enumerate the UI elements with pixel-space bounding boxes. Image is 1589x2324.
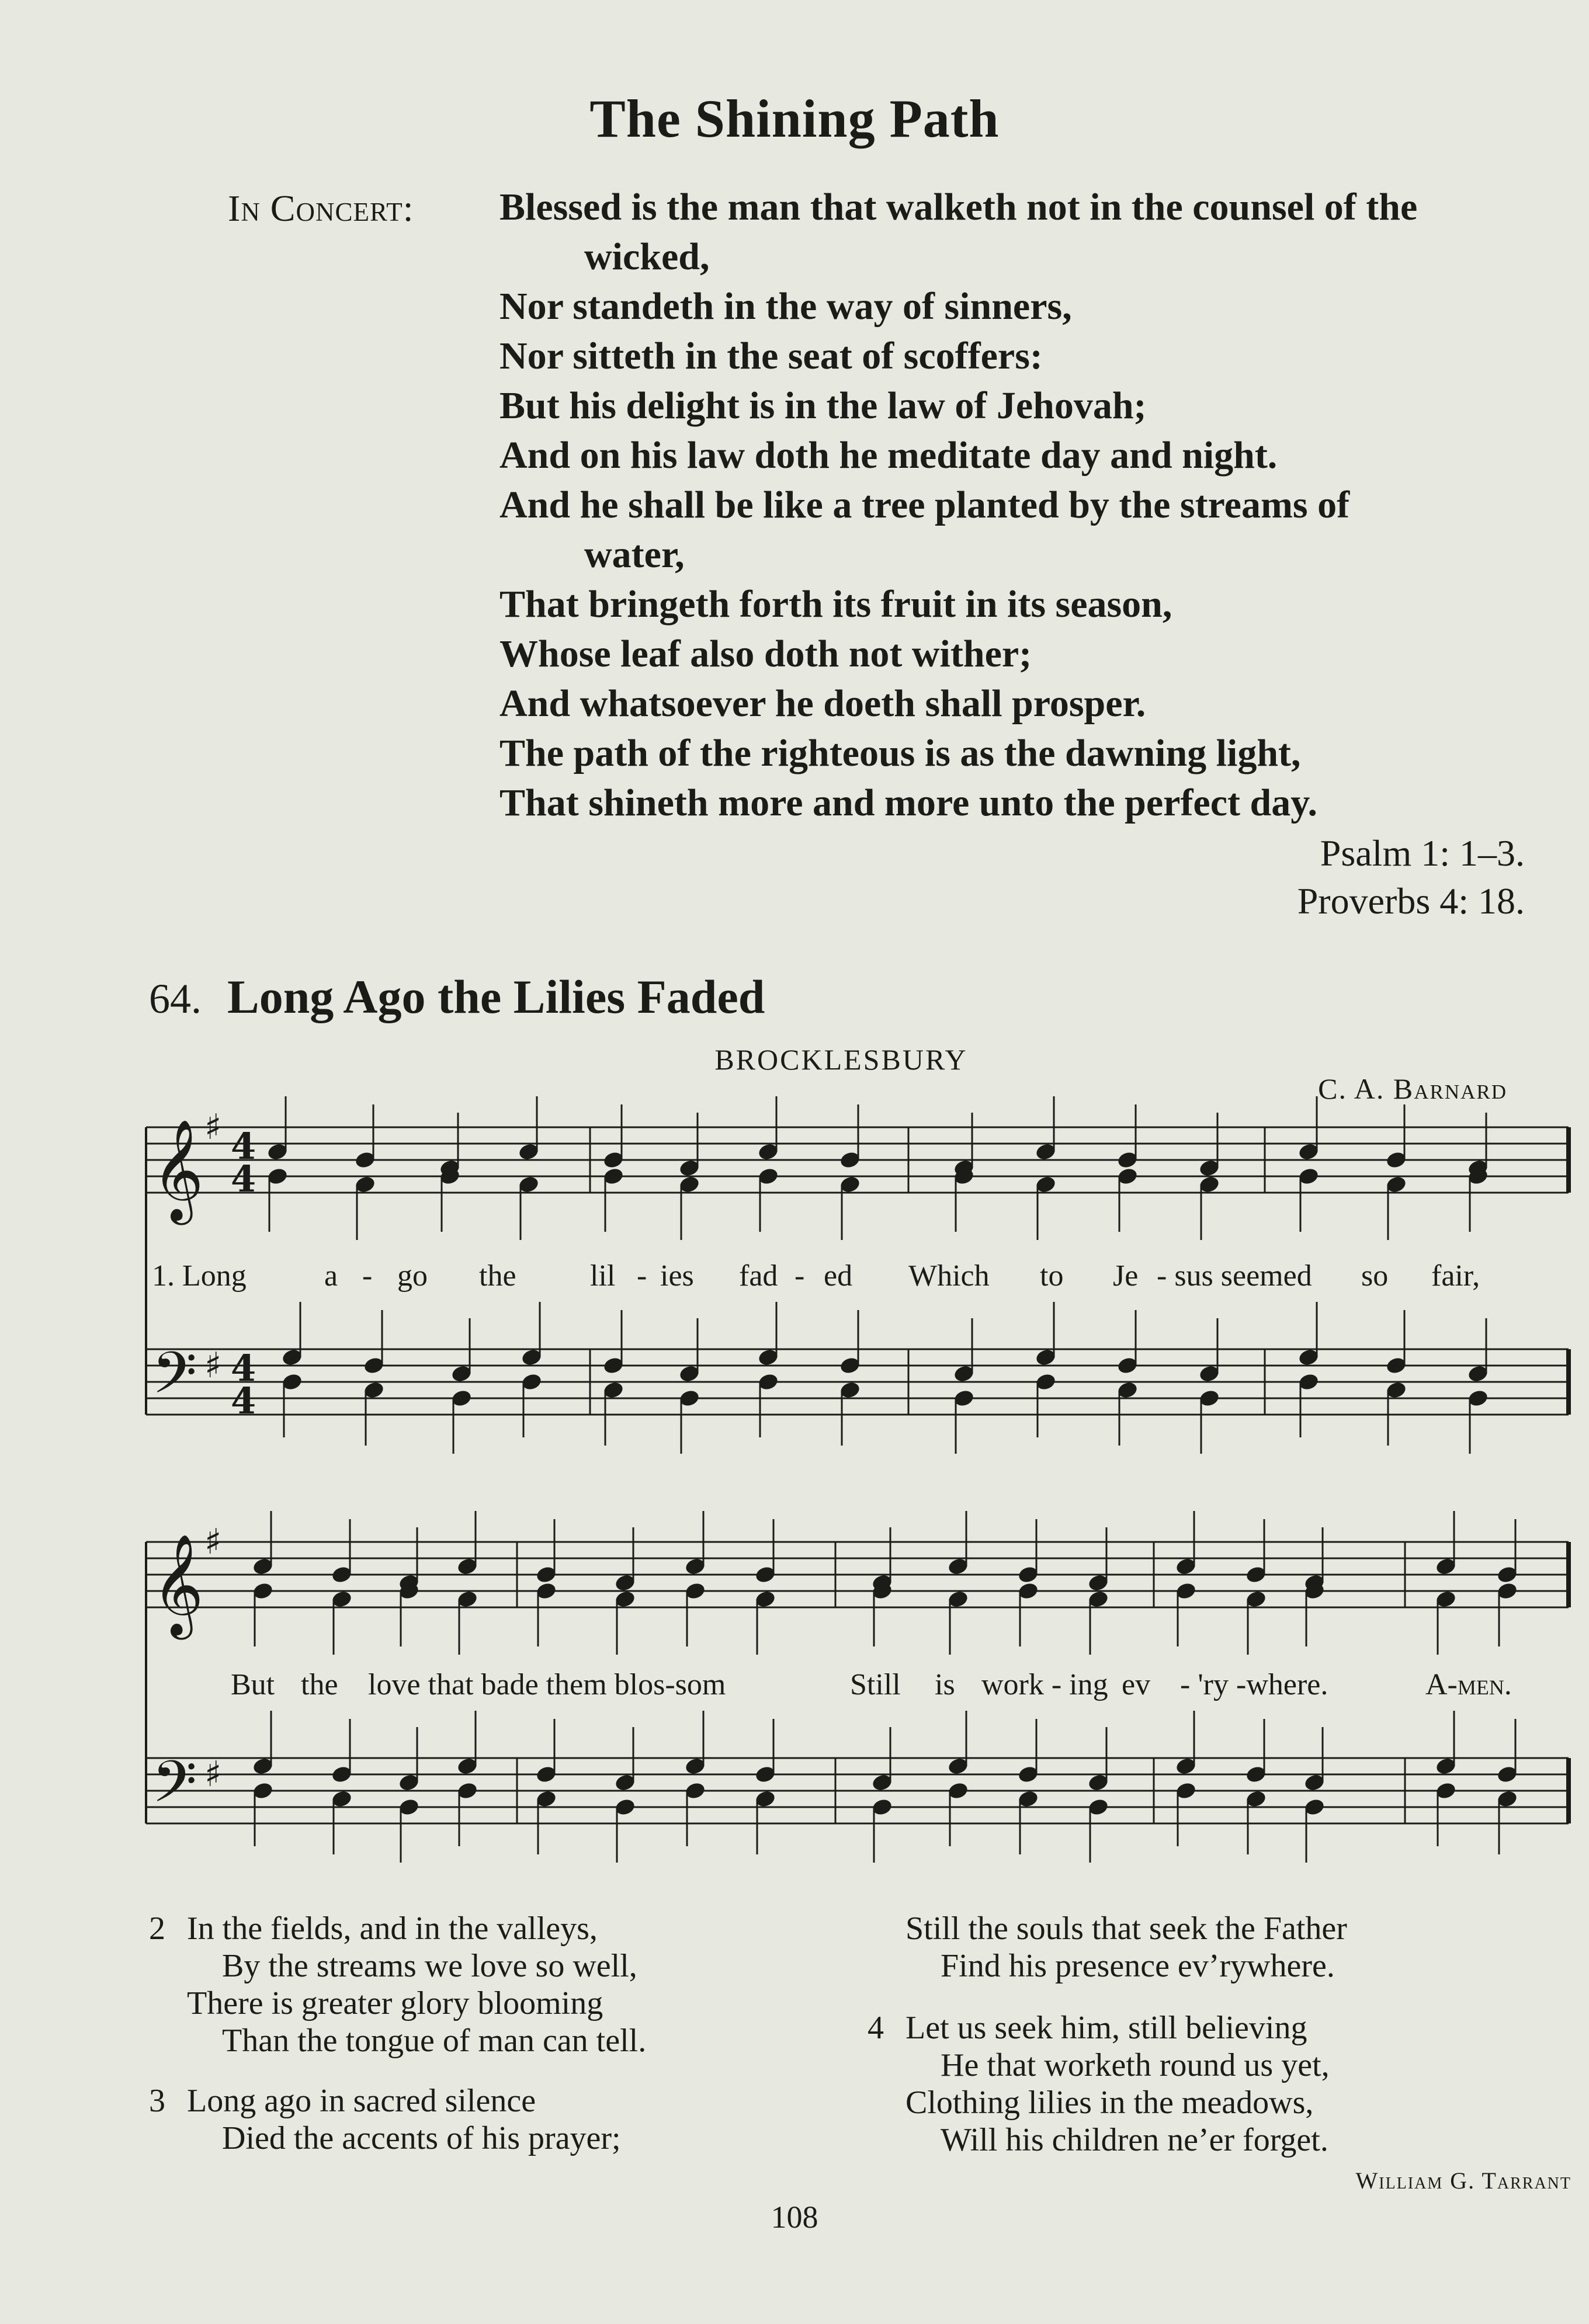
lyric-syllable: Which	[908, 1259, 990, 1293]
sharp-icon: ♯	[204, 1107, 222, 1148]
time-signature-numerator: 4	[231, 1125, 256, 1168]
bass-clef-icon: 𝄢	[152, 1749, 197, 1830]
sharp-icon: ♯	[204, 1754, 222, 1795]
hymn-author: William G. Tarrant	[1355, 2167, 1571, 2194]
stanza-2	[149, 1910, 647, 2059]
lyric-syllable: A-men.	[1425, 1668, 1512, 1701]
lyric-syllable: - sus seemed	[1157, 1259, 1312, 1293]
time-signature-denominator: 4	[231, 1380, 256, 1422]
reading-line: But his delight is in the law of Jehovah;	[499, 384, 1147, 427]
stanza-line: He that worketh round us yet,	[941, 2047, 1330, 2083]
lyric-syllable: so	[1361, 1259, 1389, 1293]
lyric-syllable: - 'ry -where.	[1180, 1668, 1328, 1701]
lyric-syllable: Still	[850, 1668, 901, 1701]
sharp-icon: ♯	[204, 1521, 222, 1562]
page-number: 108	[771, 2200, 818, 2235]
reading-line: Nor standeth in the way of sinners,	[499, 285, 1072, 328]
reading-line: Blessed is the man that walketh not in the counsel of the	[499, 186, 1418, 228]
stanza-3	[149, 2082, 621, 2157]
lyric-line-2	[0, 1668, 1589, 1705]
reference-line: Proverbs 4: 18.	[1297, 880, 1525, 922]
reading-line: And on his law doth he meditate day and night.	[499, 434, 1278, 477]
lyric-line-1	[0, 1259, 1589, 1296]
lyric-syllable: ies	[660, 1259, 694, 1293]
reading-line: Nor sitteth in the seat of scoffers:	[499, 335, 1043, 377]
stanza-4	[868, 2009, 1330, 2159]
reading-title: The Shining Path	[589, 89, 1000, 148]
hymn-number: 64.	[149, 975, 202, 1022]
tune-name: BROCKLESBURY	[714, 1043, 968, 1076]
stanza-line: Let us seek him, still believing	[905, 2010, 1307, 2046]
lyric-syllable: fair,	[1431, 1259, 1480, 1293]
lyric-syllable: a	[324, 1259, 338, 1293]
reading-line: wicked,	[584, 235, 710, 278]
reference-line: Psalm 1: 1–3.	[1320, 832, 1525, 874]
reading-line: water,	[584, 533, 685, 576]
reading-label: In Concert:	[228, 187, 414, 229]
hymn-title: Long Ago the Lilies Faded	[227, 970, 765, 1023]
stanza-line: There is greater glory blooming	[187, 1985, 603, 2021]
stanza-line: Long ago in sacred silence	[187, 2083, 536, 2119]
stanza-line: By the streams we love so well,	[222, 1948, 637, 1984]
lyric-syllable: the	[479, 1259, 516, 1293]
bass-clef-icon: 𝄢	[152, 1340, 197, 1421]
stanza-line: Died the accents of his prayer;	[222, 2120, 621, 2156]
lyric-syllable: -	[637, 1259, 647, 1293]
treble-clef-icon: 𝄞	[152, 1119, 204, 1221]
lyric-syllable: go	[397, 1259, 428, 1293]
reading-line: That bringeth forth its fruit in its season,	[499, 583, 1172, 626]
composer: C. A. Barnard	[1318, 1072, 1507, 1105]
lyric-syllable: to	[1040, 1259, 1064, 1293]
stanza-line: In the fields, and in the valleys,	[187, 1910, 598, 1947]
stanza-2-continued	[905, 1910, 1347, 1985]
lyric-syllable: ev	[1122, 1668, 1151, 1701]
reading-line: And he shall be like a tree planted by the streams of	[499, 484, 1350, 526]
lyric-syllable: But	[231, 1668, 275, 1701]
lyric-syllable: fad	[739, 1259, 778, 1293]
treble-clef-icon: 𝄞	[152, 1534, 204, 1635]
stanza-line: Clothing lilies in the meadows,	[905, 2085, 1314, 2121]
lyric-syllable: 1. Long	[152, 1259, 247, 1293]
lyric-syllable: Je	[1113, 1259, 1139, 1293]
lyric-syllable: work - ing	[981, 1668, 1108, 1701]
stanza-number: 3	[149, 2083, 165, 2119]
lyric-syllable: -	[794, 1259, 805, 1293]
stanza-line: Find his presence ev’rywhere.	[941, 1948, 1335, 1984]
stanza-number: 2	[149, 1910, 165, 1947]
lyric-syllable: love that bade them blos-som	[368, 1668, 726, 1701]
stanza-line: Still the souls that seek the Father	[905, 1910, 1347, 1947]
reading-line: Whose leaf also doth not wither;	[499, 633, 1032, 675]
lyric-syllable: lil	[590, 1259, 616, 1293]
reading-line: The path of the righteous is as the dawning light,	[499, 732, 1301, 774]
time-signature-numerator: 4	[231, 1347, 256, 1389]
stanza-line: Than the tongue of man can tell.	[222, 2023, 647, 2059]
time-signature-denominator: 4	[231, 1158, 256, 1200]
lyric-syllable: is	[935, 1668, 955, 1701]
reading-line: That shineth more and more unto the perfect day.	[499, 781, 1318, 824]
stanza-line: Will his children ne’er forget.	[941, 2122, 1328, 2158]
sharp-icon: ♯	[204, 1345, 222, 1386]
lyric-syllable: the	[301, 1668, 338, 1701]
lyric-syllable: -	[362, 1259, 373, 1293]
reading-line: And whatsoever he doeth shall prosper.	[499, 682, 1146, 725]
stanza-number: 4	[868, 2010, 884, 2046]
lyric-syllable: ed	[824, 1259, 853, 1293]
